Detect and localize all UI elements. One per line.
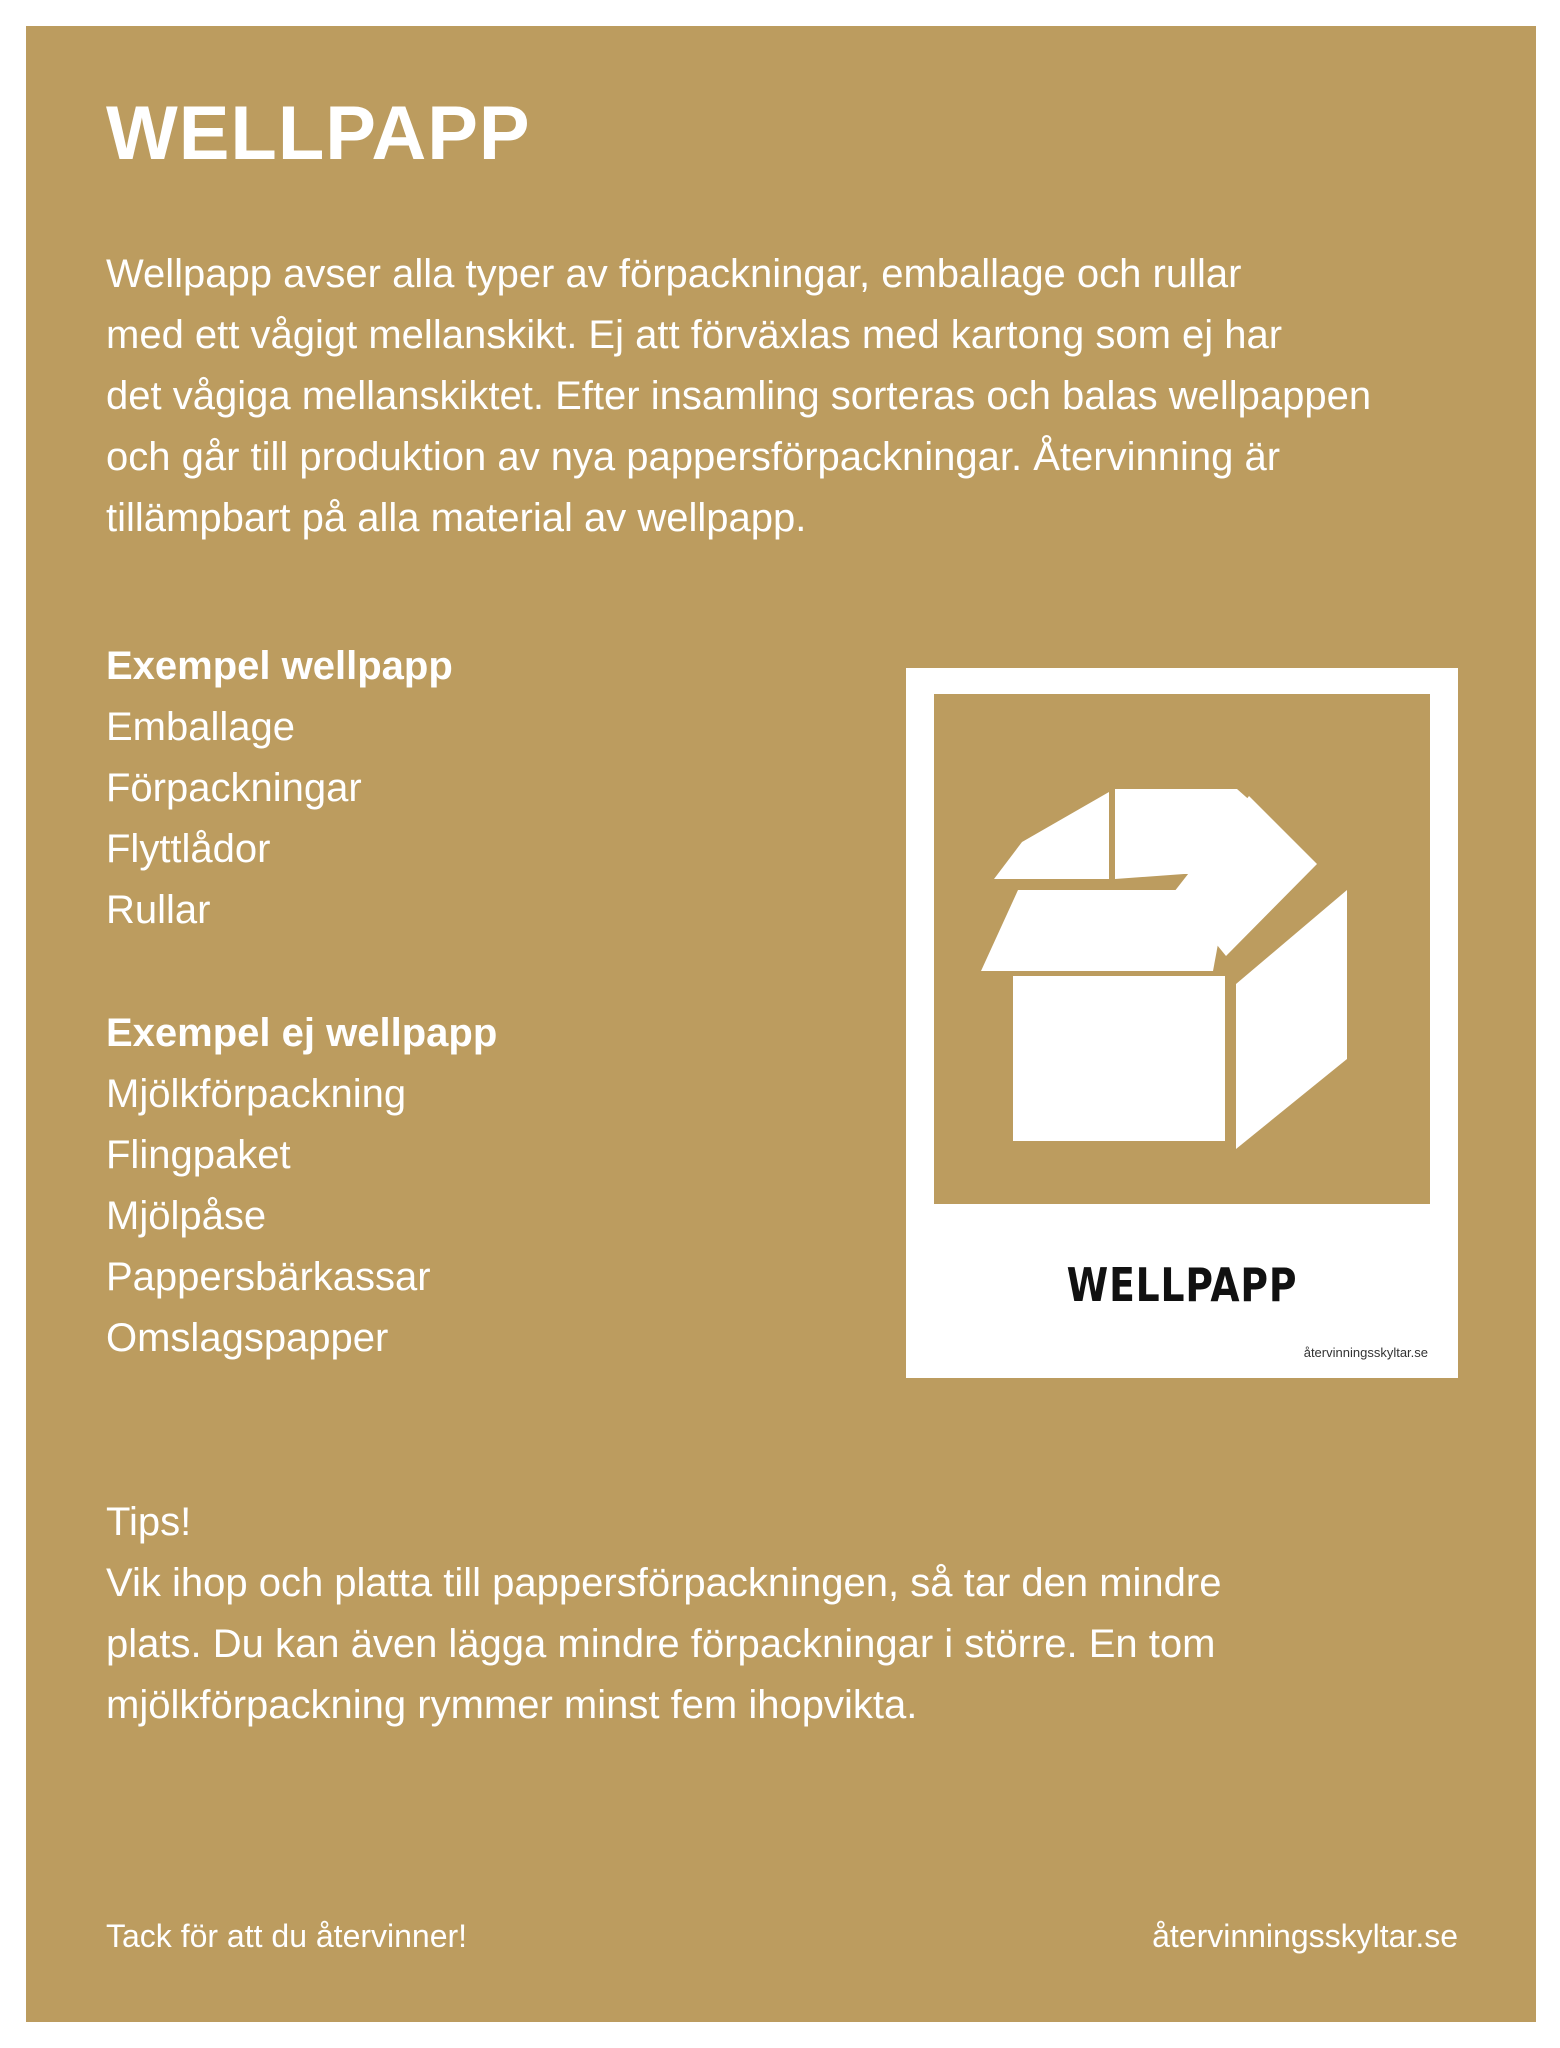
list-item: Flyttlådor (106, 827, 271, 871)
list-item: Omslagspapper (106, 1316, 389, 1360)
list-item: Emballage (106, 705, 296, 749)
sign-url: återvinningsskyltar.se (1303, 1345, 1428, 1360)
intro-line: och går till produktion av nya pappersförpackningar. Återvinning är (106, 435, 1281, 479)
intro-line: Wellpapp avser alla typer av förpackningar, emballage och rullar (106, 252, 1242, 296)
intro-line: med ett vågigt mellanskikt. Ej att förväxlas med kartong som ej har (106, 313, 1283, 357)
examples-heading: Exempel wellpapp (106, 644, 453, 688)
list-item: Mjölkförpackning (106, 1072, 407, 1116)
examples-list (106, 636, 453, 941)
intro-line: det vågiga mellanskiktet. Efter insamling sorteras och balas wellpappen (106, 374, 1372, 418)
tips-line: plats. Du kan även lägga mindre förpackningar i större. En tom (106, 1622, 1216, 1666)
intro-line: tillämpbart på alla material av wellpapp. (106, 496, 807, 540)
list-item: Pappersbärkassar (106, 1255, 431, 1299)
list-item: Förpackningar (106, 766, 362, 810)
sign-icon-area (934, 694, 1430, 1204)
list-item: Flingpaket (106, 1133, 291, 1177)
sign-label: WELLPAPP (1066, 1258, 1298, 1312)
footer-url: återvinningsskyltar.se (1152, 1918, 1458, 1954)
poster-panel (26, 26, 1536, 2022)
page-title: WELLPAPP (106, 91, 531, 176)
list-item: Rullar (106, 888, 211, 932)
footer-thanks: Tack för att du återvinner! (106, 1918, 468, 1954)
recycling-sign (906, 668, 1458, 1378)
list-item: Mjölpåse (106, 1194, 267, 1238)
tips-line: Vik ihop och platta till pappersförpackningen, så tar den mindre (106, 1561, 1222, 1605)
intro-paragraph (106, 244, 1506, 549)
non-examples-list (106, 1003, 497, 1369)
open-box-icon (934, 694, 1430, 1204)
non-examples-heading: Exempel ej wellpapp (106, 1011, 498, 1055)
tips-line: mjölkförpackning rymmer minst fem ihopvikta. (106, 1683, 918, 1727)
tips-section (106, 1492, 1506, 1736)
tips-heading: Tips! (106, 1500, 192, 1544)
